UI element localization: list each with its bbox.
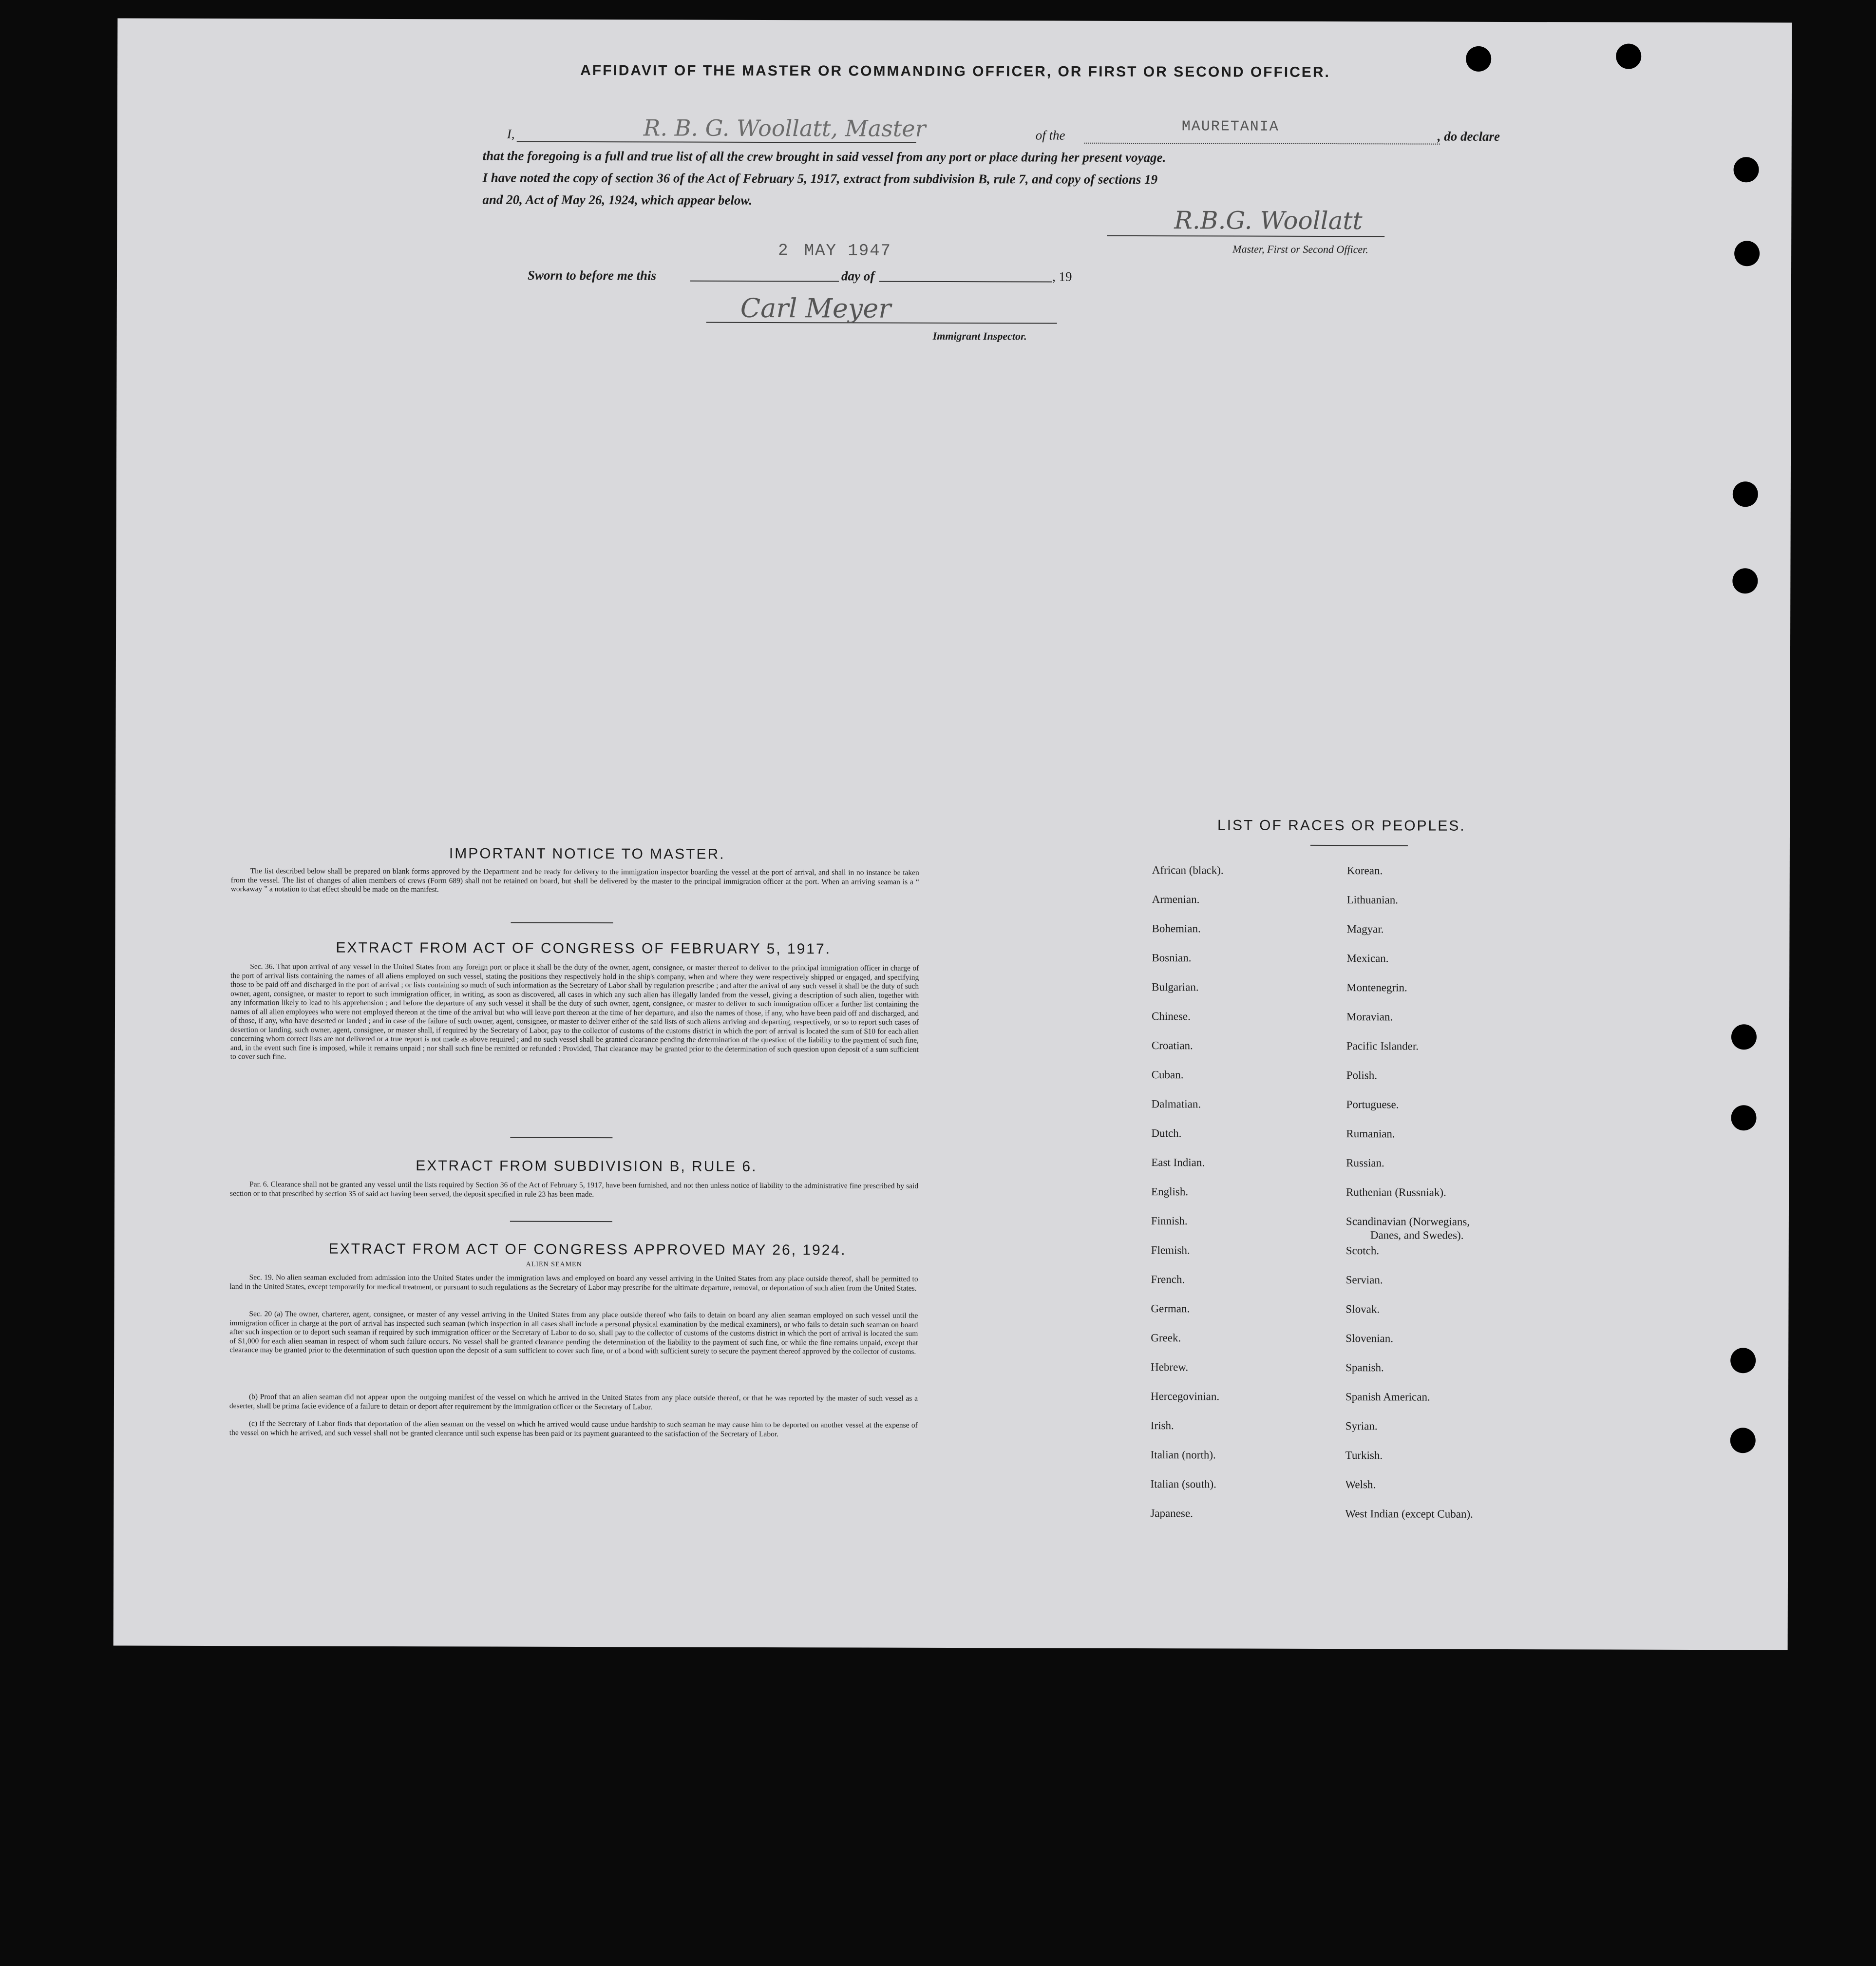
race-item: Finnish.	[1151, 1215, 1188, 1227]
race-item: Greek.	[1151, 1332, 1181, 1344]
race-item: Montenegrin.	[1346, 981, 1407, 994]
inspector-caption: Immigrant Inspector.	[932, 329, 1027, 343]
race-item: Moravian.	[1346, 1011, 1393, 1023]
race-item: Irish.	[1150, 1419, 1174, 1432]
race-item: German.	[1151, 1302, 1190, 1315]
punch-hole-right-4	[1732, 568, 1758, 593]
race-item: Hercegovinian.	[1150, 1390, 1220, 1403]
race-item: Rumanian.	[1346, 1127, 1395, 1140]
races-title: LIST OF RACES OR PEOPLES.	[1217, 817, 1466, 834]
punch-hole-top-1	[1466, 46, 1491, 72]
race-item: Chinese.	[1151, 1010, 1191, 1023]
race-item: Korean.	[1346, 864, 1383, 877]
race-item: Pacific Islander.	[1346, 1040, 1419, 1052]
of-the-label: of the	[1035, 128, 1065, 143]
notice-divider	[511, 922, 613, 924]
race-item: Armenian.	[1152, 893, 1200, 906]
race-item: Syrian.	[1345, 1420, 1378, 1432]
race-item: Ruthenian (Russniak).	[1346, 1186, 1446, 1199]
punch-hole-right-2	[1734, 241, 1760, 266]
extract-1917-divider	[510, 1137, 612, 1139]
race-item: English.	[1151, 1185, 1189, 1198]
race-item: Portuguese.	[1346, 1098, 1399, 1111]
inspector-signature: Carl Meyer	[740, 292, 891, 324]
race-item: Dutch.	[1151, 1127, 1182, 1140]
race-item: Russian.	[1346, 1157, 1384, 1169]
affidavit-i-label: I,	[507, 126, 515, 141]
race-item: Spanish American.	[1345, 1391, 1430, 1403]
vessel-name-line	[1084, 143, 1440, 145]
vessel-name-stamp: MAURETANIA	[1181, 118, 1279, 135]
extract-1924-title: EXTRACT FROM ACT OF CONGRESS APPROVED MAY 26, 1924.	[328, 1241, 847, 1259]
extract-1917-body: Sec. 36. That upon arrival of any vessel in the United States from any foreign port or place it shall be the duty of the owner, agent, consignee, or master thereof to deliver to the principal immigration officer in charge of the port of arrival lists containing the names of all aliens employed on such vessel, stating the positions they respectively hold in the ship's company, when and where they were respectively shipped or engaged, and specifying those to be paid off and discharged in the port of arrival ; or lists containing so much of such information as the Secretary of Labor shall by regulation prescribe ; and after the arrival of any such vessel it shall be the duty of such owner, agent, consignee, or master to report to such immigration officer, in writing, as soon as discovered, all cases in which any such alien has illegally landed from the vessel, giving a description of such alien, together with any information likely to lead to his apprehension ; and before the departure of any such vessel it shall be the duty of such owner, agent, consignee, or master to deliver to such immigration officer a further list containing the names of all alien employees who were not employed thereon at the time of the arrival but who will leave port thereon at the time of her departure, and also the names of those, if any, who have been paid off and discharged, and of those, if any, who have deserted or landed ; and in case of the failure of such owner, agent, consignee, or master to deliver either of the said lists of such aliens arriving and departing, respectively, or so to report such cases of desertion or landing, such owner, agent, consignee, or master shall, if required by the Secretary of Labor, pay to the collector of customs of the customs district in which the port of arrival is located the sum of $10 for each alien concerning whom correct lists are not delivered or a true report is not made as above required ; and no such vessel shall be granted clearance pending the determination of the question of the liability to the payment of such fine, and, in the event such fine is imposed, while it remains unpaid ; nor shall such fine be remitted or refunded : Provided, That clearance may be granted prior to the determination of such question upon deposit of a sum sufficient to cover such fine.	[230, 962, 919, 1061]
master-signature-line	[1107, 235, 1384, 237]
sworn-day-line	[690, 281, 839, 282]
race-item: Bohemian.	[1152, 922, 1201, 935]
race-item: Japanese.	[1150, 1507, 1193, 1520]
race-item: Lithuanian.	[1346, 894, 1399, 906]
master-signature-caption: Master, First or Second Officer.	[1232, 243, 1368, 256]
subdivision-divider	[510, 1221, 612, 1222]
punch-hole-right-6	[1731, 1105, 1756, 1130]
affidavit-title: AFFIDAVIT OF THE MASTER OR COMMANDING OFFICER, OR FIRST OR SECOND OFFICER.	[580, 62, 1330, 81]
day-of-label: day of	[841, 268, 875, 284]
race-item: Servian.	[1345, 1274, 1383, 1286]
race-item: Cuban.	[1151, 1069, 1184, 1081]
race-item: Mexican.	[1346, 952, 1389, 965]
extract-1924-sec19: Sec. 19. No alien seaman excluded from admission into the United States under the immigration laws and employed on board any vessel arriving in the United States from any place outside thereof, shall be permitted to land in the United States, except temporarily for medical treatment, or pursuant to such regulations as the Secretary of Labor may prescribe for the ultimate departure, removal, or deportation of such alien from the United States.	[229, 1273, 918, 1293]
race-item: Slovak.	[1345, 1303, 1380, 1316]
punch-hole-right-7	[1730, 1348, 1756, 1373]
affidavit-line-4: and 20, Act of May 26, 1924, which appear below.	[482, 192, 753, 208]
race-item: Bosnian.	[1152, 952, 1192, 964]
punch-hole-right-8	[1730, 1428, 1756, 1453]
alien-seamen-subtitle: ALIEN SEAMEN	[526, 1260, 582, 1269]
race-item: Welsh.	[1345, 1478, 1376, 1491]
race-item: Spanish.	[1345, 1361, 1384, 1374]
race-item: Scotch.	[1345, 1244, 1380, 1257]
race-item: Scandinavian (Norwegians,	[1345, 1215, 1470, 1228]
master-signature: R.B.G. Woollatt	[1174, 206, 1363, 235]
extract-1917-title: EXTRACT FROM ACT OF CONGRESS OF FEBRUARY 5, 1917.	[336, 939, 832, 957]
race-item: East Indian.	[1151, 1156, 1205, 1169]
extract-1924-sec20a: Sec. 20 (a) The owner, charterer, agent, consignee, or master of any vessel arriving in the United States from any place outside thereof who fails to detain on board any alien seaman employed on such vessel until the immigration officer in charge at the port of arrival has inspected such seaman (which inspection in all cases shall include a personal physical examination by the medical examiners), or who fails to detain such seaman on board after such inspection or to deport such seaman if required by such immigration officer or the Secretary of Labor to do so, shall pay to the collector of customs of the customs district in which the port of arrival is located the sum of $1,000 for each alien seaman in respect of whom such failure occurs. No vessel shall be granted clearance pending the determination of the liability to the payment of such fine, or while the fine remains unpaid, except that clearance may be granted prior to the determination of such question upon the deposit of a sum sufficient to cover such fine, or of a bond with sufficient surety to secure the payment thereof approved by the collector of customs.	[229, 1310, 918, 1356]
notice-body: The list described below shall be prepared on blank forms approved by the Department and be ready for delivery to the immigration inspector boarding the vessel at the port of arrival, and shall in no instance be taken from the vessel. The list of changes of alien members of crews (Form 689) shall not be retained on board, but shall be delivered by the master to the principal immigration officer at the port. When an arriving seaman is a “ workaway ” a notation to that effect should be made on the manifest.	[230, 867, 919, 894]
affidavit-line-2: that the foregoing is a full and true list of all the crew brought in said vessel from any port or place during her present voyage.	[482, 148, 1166, 165]
punch-hole-right-5	[1731, 1024, 1757, 1050]
race-item: Dalmatian.	[1151, 1098, 1201, 1110]
extract-1924-sec20b: (b) Proof that an alien seaman did not appear upon the outgoing manifest of the vessel on which he arrived in the United States from any place outside thereof, or that he was reported by the master of such vessel as a deserter, shall be prima facie evidence of a failure to detain or deport after requirement by the immigration officer or the Secretary of Labor.	[229, 1393, 918, 1411]
do-declare-label: , do declare	[1437, 129, 1500, 144]
races-divider	[1310, 845, 1408, 846]
race-item: Italian (north).	[1150, 1449, 1216, 1461]
punch-hole-top-2	[1616, 44, 1641, 69]
race-item: Flemish.	[1151, 1244, 1190, 1257]
race-item: Slovenian.	[1345, 1332, 1394, 1345]
subdivision-title: EXTRACT FROM SUBDIVISION B, RULE 6.	[416, 1158, 758, 1175]
master-name-handwritten: R. B. G. Woollatt, Master	[643, 115, 926, 142]
race-item: West Indian (except Cuban).	[1345, 1508, 1473, 1520]
punch-hole-right-3	[1733, 481, 1758, 507]
race-item: African (black).	[1152, 864, 1224, 877]
sworn-month-line	[879, 281, 1052, 283]
extract-1924-sec20c: (c) If the Secretary of Labor finds that deportation of the alien seaman on the vessel on which he arrived would cause undue hardship to such seaman he may cause him to be deported on another vessel at the expense of the vessel on which he arrived, and such vessel shall not be granted clearance until such expense has been paid or its payment guaranteed to the satisfaction of the Secretary of Labor.	[229, 1419, 918, 1438]
race-item: Magyar.	[1346, 923, 1384, 935]
race-item: Turkish.	[1345, 1449, 1383, 1462]
affidavit-line-3: I have noted the copy of section 36 of the Act of February 5, 1917, extract from subdivision B, rule 7, and copy of sections 19	[482, 170, 1158, 187]
sworn-date-stamp: 2 MAY 1947	[778, 242, 892, 261]
punch-hole-right-1	[1734, 157, 1759, 182]
subdivision-body: Par. 6. Clearance shall not be granted any vessel until the lists required by Section 36 of the Act of February 5, 1917, have been furnished, and not then unless notice of liability to the administrative fine prescribed by said section or to that prescribed by section 35 of said act having been served, the deposit specified in rule 23 has been made.	[230, 1180, 919, 1199]
sworn-label: Sworn to before me this	[527, 267, 657, 283]
document-page	[114, 19, 1792, 1650]
race-item: Italian (south).	[1150, 1478, 1216, 1490]
year-suffix: , 19	[1052, 269, 1072, 284]
race-item: Polish.	[1346, 1069, 1378, 1082]
race-item: Hebrew.	[1151, 1361, 1189, 1374]
notice-title: IMPORTANT NOTICE TO MASTER.	[449, 845, 725, 862]
race-item: Croatian.	[1151, 1039, 1193, 1052]
race-item: Bulgarian.	[1152, 981, 1199, 993]
race-item: French.	[1151, 1273, 1185, 1286]
race-item-continuation: Danes, and Swedes).	[1370, 1229, 1464, 1241]
